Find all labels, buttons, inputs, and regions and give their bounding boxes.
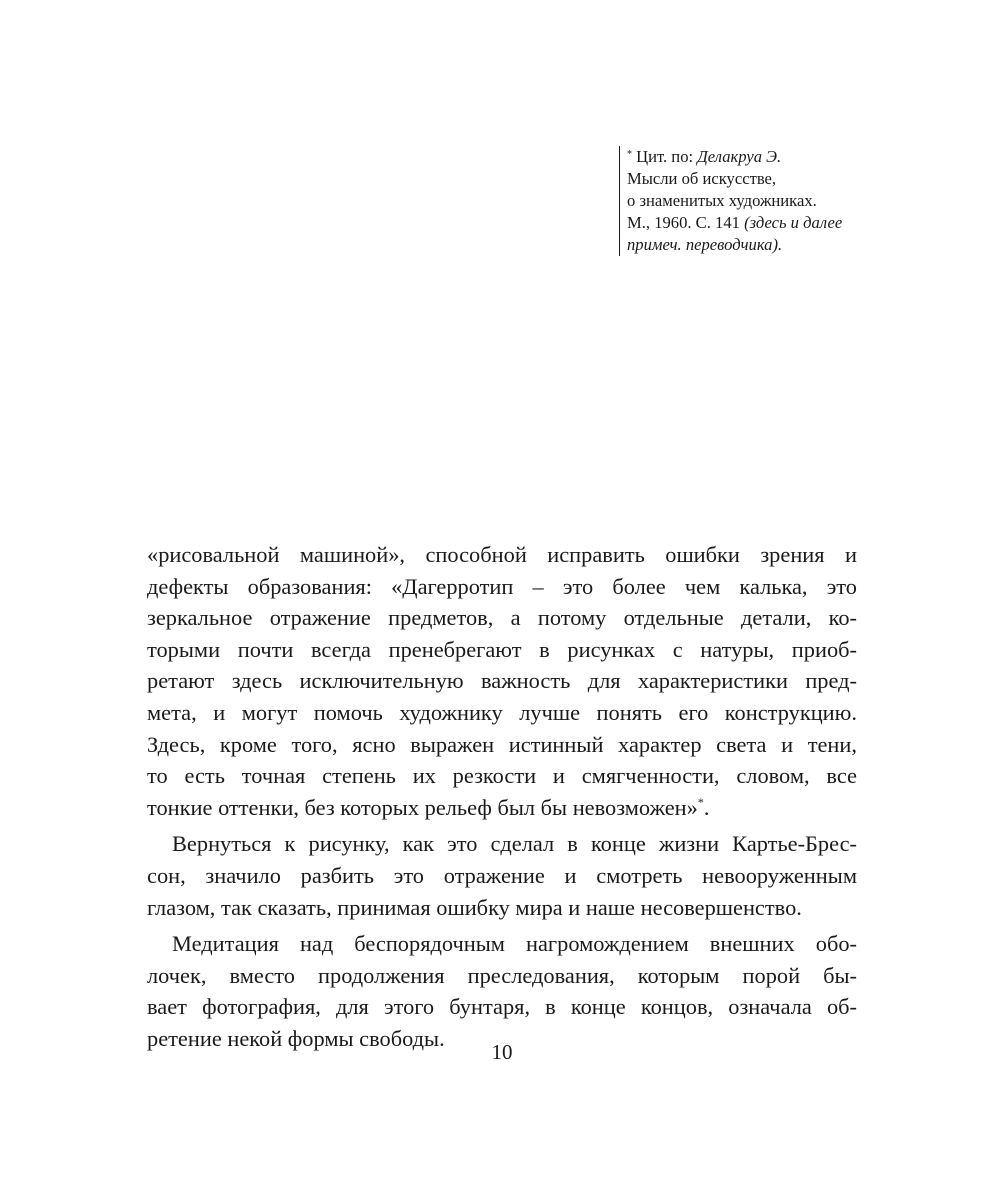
body-text <box>147 539 857 1055</box>
footnote-reference: * <box>697 794 704 809</box>
text-line: сон, значило разбить это отражение и смотреть невооруженным <box>147 862 857 888</box>
footnote-prefix: Цит. по: <box>632 147 698 166</box>
paragraph-1 <box>147 539 857 823</box>
paragraph-2 <box>147 828 857 923</box>
text-line: торыми почти всегда пренебрегают в рисунках с натуры, приоб- <box>147 636 857 662</box>
footnote-note-end: примеч. переводчика). <box>627 235 783 254</box>
text-line: «рисовальной машиной», способной исправить ошибки зрения и <box>147 542 857 567</box>
footnote <box>619 146 887 256</box>
footnote-marker: * <box>627 149 632 160</box>
footnote-line-3: о знаменитых художниках. <box>627 191 817 210</box>
text-line: ретают здесь исключительную важность для характеристики пред- <box>147 668 857 694</box>
text-line: то есть точная степень их резкости и смягченности, словом, все <box>147 763 857 789</box>
text-line: лочек, вместо продолжения преследования, которым порой бы- <box>147 962 857 988</box>
text-line-content: тонкие оттенки, без которых рельеф был бы невозможен» <box>147 794 698 820</box>
footnote-line-2: Мысли об искусстве, <box>627 169 777 188</box>
footnote-note-start: (здесь и далее <box>744 213 843 232</box>
page-number: 10 <box>491 1040 513 1064</box>
footnote-line-4 <box>627 212 887 234</box>
text-line: Здесь, кроме того, ясно выражен истинный характер света и тени, <box>147 731 857 757</box>
text-line-last: ретение некой формы свободы. <box>147 1025 445 1051</box>
footnote-citation: М., 1960. С. 141 <box>627 213 745 232</box>
footnote-author: Делакруа Э. <box>697 147 782 166</box>
text-line: мета, и могут помочь художнику лучше понять его конструкцию. <box>147 699 857 725</box>
text-line: дефекты образования: «Дагерротип – это более чем калька, это <box>147 573 857 599</box>
end-punctuation: . <box>703 794 710 820</box>
footnote-line-5 <box>627 234 887 256</box>
text-line-last <box>147 792 857 824</box>
text-line: вает фотография, для этого бунтаря, в конце концов, означала об- <box>147 994 857 1020</box>
text-line: Вернуться к рисунку, как это сделал в конце жизни Картье-Брес- <box>172 831 857 857</box>
footnote-line-1 <box>627 146 887 168</box>
text-line: зеркальное отражение предметов, а потому отдельные детали, ко- <box>147 605 857 631</box>
text-line-last: глазом, так сказать, принимая ошибку мира и наше несовершенство. <box>147 894 802 920</box>
text-line: Медитация над беспорядочным нагромождением внешних обо- <box>172 931 857 957</box>
paragraph-3 <box>147 928 857 1054</box>
